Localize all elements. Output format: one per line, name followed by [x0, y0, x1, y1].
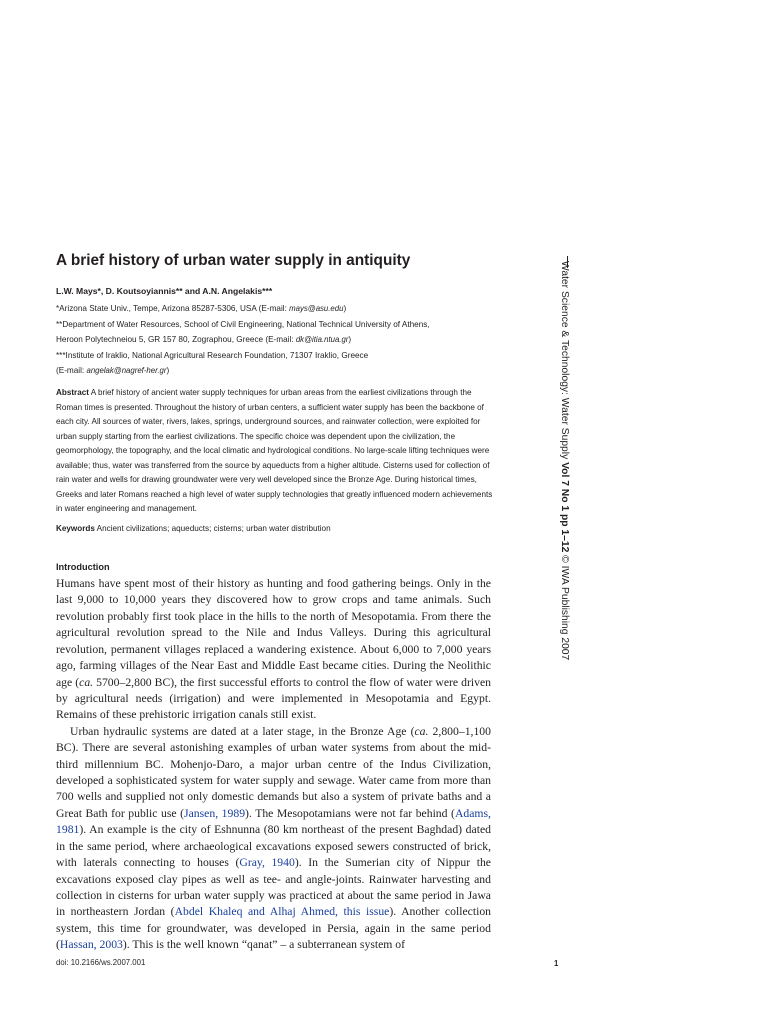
- email-link-1[interactable]: mays@asu.edu: [289, 304, 344, 313]
- page-number: 1: [554, 959, 559, 968]
- volume-info: Vol 7 No 1 pp 1–12: [559, 462, 570, 553]
- journal-banner-text: Water Science & Technology: Water Supply Vol 7 No 1 pp 1–12 © IWA Publishing 2007: [559, 261, 570, 661]
- abstract-text: A brief history of ancient water supply techniques for urban areas from the earliest civilizations through the Roman times is presented. Throughout the history of urban centers, a sufficient water supply has been the backbone of each city. All sources of water, rivers, lakes, springs, underground sources, and rainwater collection, were exploited for urban supply starting from the earliest civilizations. The specific choice was dependent upon the civilization, the geomorphology, the topography, and the local climatic and hydrological conditions. No large-scale lifting techniques were available; thus, water was transferred from the source by aqueducts from a higher altitude. Cisterns used for collection of rain water and wells for drawing groundwater were very well developed since the Bronze Age. During historical times, Greeks and later Romans reached a high level of water supply technologies that greatly influenced modern achievements in water engineering and management.: [56, 388, 493, 514]
- section-heading-introduction: Introduction: [56, 562, 110, 572]
- affiliation-3-line-2: (E-mail: angelak@nagref-her.gr): [56, 366, 170, 376]
- citation-link[interactable]: Hassan, 2003: [59, 938, 123, 952]
- paragraph-1: Humans have spent most of their history as hunting and food gathering beings. Only in the last 9,000 to 10,000 years they discovered how to grow crops and tame animals. Such revolution probably first took place in the hills to the north of Mesopotamia. From there the agricultural revolution spread to the Nile and Indus Valleys. During this agricultural revolution, permanent villages replaced a wandering existence. About 6,000 to 7,000 years ago, farming villages of the Near East and Middle East became cities. During the Neolithic age (ca. 5700–2,800 BC), the first successful efforts to control the flow of water were driven by agricultural needs (irrigation) and were implemented in Mesopotamia and Egypt. Remains of these prehistoric irrigation canals still exist.: [56, 577, 491, 722]
- abstract: [56, 386, 496, 517]
- abstract-label: Abstract: [56, 388, 89, 397]
- article-title: A brief history of urban water supply in antiquity: [56, 252, 411, 269]
- affiliations: [56, 301, 526, 379]
- affiliation-3-line-1: ***Institute of Iraklio, National Agricultural Research Foundation, 71307 Iraklio, Greece: [56, 350, 369, 360]
- citation-link[interactable]: Adams, 1981: [56, 806, 491, 837]
- author-list: L.W. Mays*, D. Koutsoyiannis** and A.N. Angelakis***: [56, 286, 273, 296]
- affiliation-1: *Arizona State Univ., Tempe, Arizona 85287-5306, USA (E-mail: mays@asu.edu): [56, 304, 347, 313]
- citation-link[interactable]: Jansen, 1989: [184, 806, 246, 820]
- affiliation-2-line-2: Heroon Polytechneiou 5, GR 157 80, Zographou, Greece (E-mail: dk@itia.ntua.gr): [56, 335, 352, 345]
- keywords: [56, 524, 496, 533]
- affiliation-2-line-1: **Department of Water Resources, School of Civil Engineering, National Technical University of Athens,: [56, 319, 430, 329]
- paragraph-2: Urban hydraulic systems are dated at a later stage, in the Bronze Age (ca. 2,800–1,100 BC). There are several astonishing examples of urban water systems from about the mid-third millennium BC. Mohenjo-Daro, a major urban centre of the Indus Civilization, developed a sophisticated system for water supply and sewage. Water came from more than 700 wells and supplied not only domestic demands but also a system of private baths and a Great Bath for public use (Jansen, 1989). The Mesopotamians were not far behind (Adams, 1981). An example is the city of Eshnunna (80 km northeast of the present Baghdad) dated in the same period, where archaeological excavations exposed sewers constructed of brick, with laterals connecting to houses (Gray, 1940). In the Sumerian city of Nippur the excavations exposed clay pipes as well as tee- and angle-joints. Rainwater harvesting and collection in cisterns for urban water supply was practiced at about the same period in Jawa in northeastern Jordan (Abdel Khaleq and Alhaj Ahmed, this issue). Another collection system, this time for groundwater, was developed in Persia, again in the same period (Hassan, 2003). This is the well known “qanat” – a subterranean system of: [56, 724, 492, 952]
- doi-footer: doi: 10.2166/ws.2007.001: [56, 958, 146, 967]
- keywords-text: Ancient civilizations; aqueducts; cisterns; urban water distribution: [94, 524, 331, 533]
- citation-link[interactable]: Abdel Khaleq and Alhaj Ahmed, this issue: [174, 905, 390, 919]
- email-link-3[interactable]: angelak@nagref-her.gr: [86, 366, 167, 376]
- email-link-2[interactable]: dk@itia.ntua.gr: [295, 335, 349, 345]
- keywords-label: Keywords: [56, 524, 95, 533]
- body-text: [56, 576, 491, 954]
- citation-link[interactable]: Gray, 1940: [239, 856, 295, 870]
